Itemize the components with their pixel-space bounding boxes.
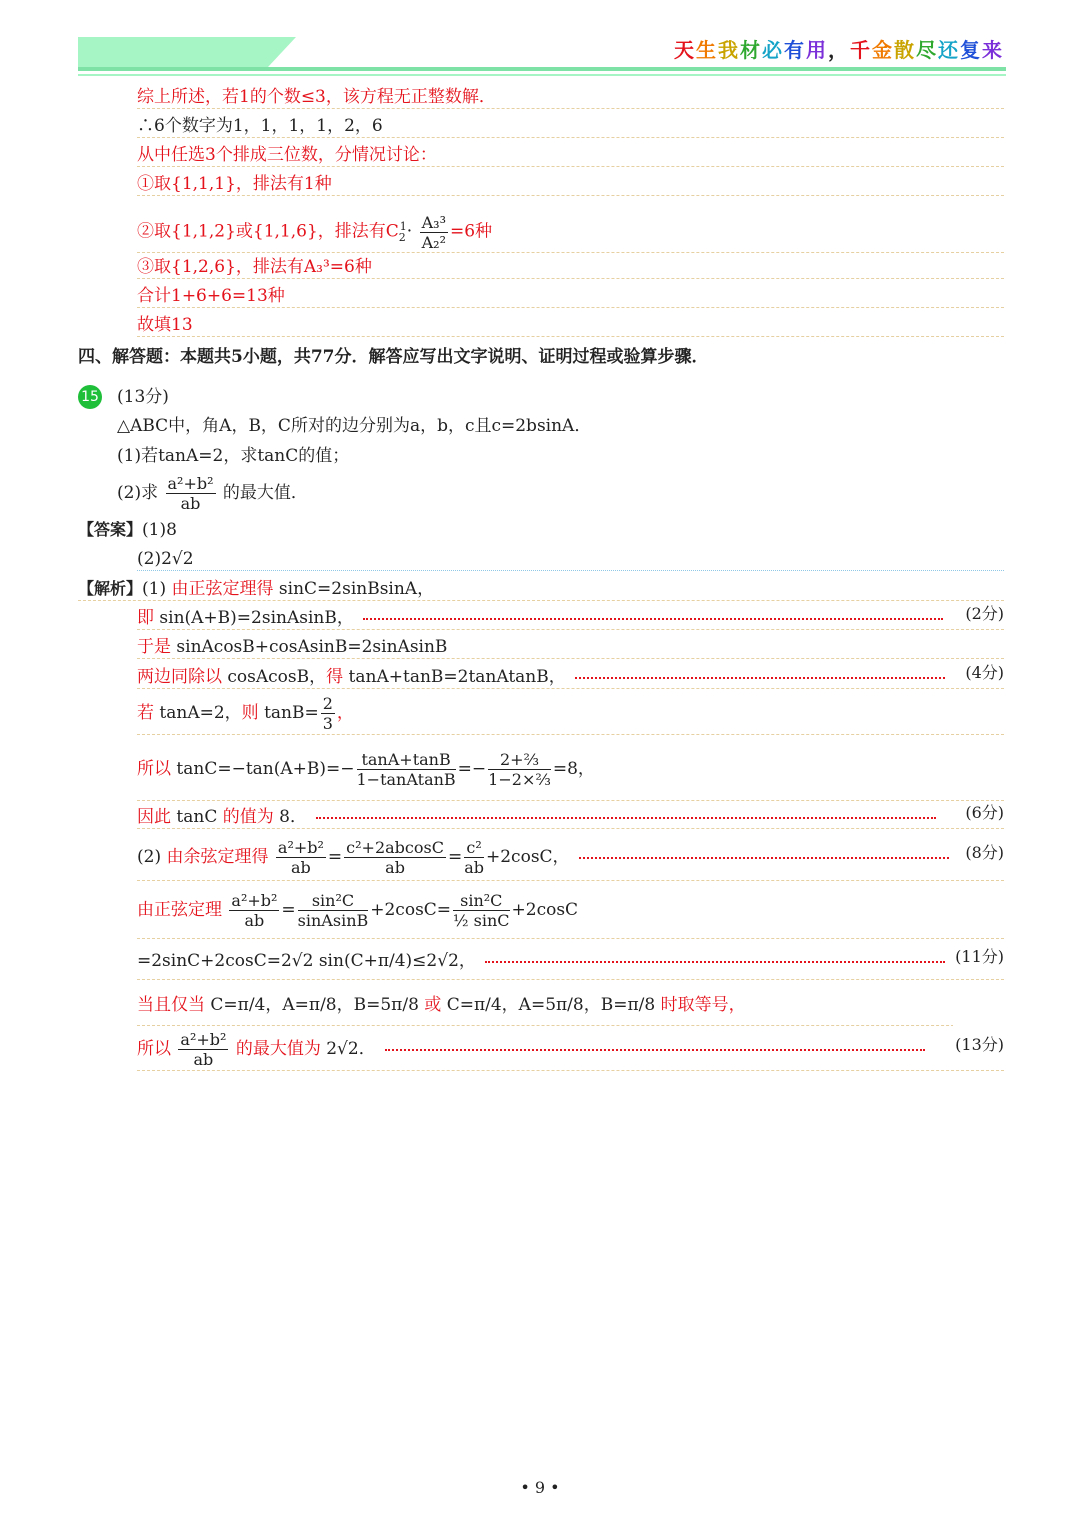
prev-line-8: 故填13 <box>137 314 1004 337</box>
analysis-line-10: =2sinC+2cosC=2√2 sin(C+π/4)≤2√2， (11分) <box>137 943 1004 980</box>
question-score: (13分) <box>117 387 169 407</box>
sine-fraction-3: $\frac{\text{sin²C}}{\text{½ sinC}}$ <box>453 891 510 930</box>
max-fraction: $\frac{\text{a²+b²}}{ab}$ <box>180 1030 227 1069</box>
prev-line-7: 合计1+6+6=13种 <box>137 285 1004 308</box>
sine-fraction-2: $\frac{\text{sin²C}}{\text{sinAsinB}}$ <box>297 891 369 930</box>
analysis-line-7: 因此 tanC 的值为 8． (6分) <box>137 803 1004 827</box>
slogan-char: 金 <box>872 38 894 62</box>
analysis-line-2: 即 sin(A+B)=2sinAsinB， (2分) <box>137 604 1004 628</box>
section-heading: 四、解答题：本题共5小题，共77分．解答应写出文字说明、证明过程或验算步骤． <box>78 347 709 367</box>
analysis-line-3: 于是 sinAcosB+cosAsinB=2sinAsinB <box>137 636 1004 659</box>
prev-fraction: $\frac{\text{A₃³}}{\text{A₂²}}$ <box>421 212 446 252</box>
prev-line-6: ③取{1,2,6}，排法有A₃³=6种 <box>137 256 1004 279</box>
prev-line-5: ②取{1,1,2}或{1,1,6}，排法有$C_2^1\cdot$ $\frac{\text{A₃³}}{\text{A₂²}}$ =6种 <box>137 202 1004 253</box>
header-tab-slant <box>268 37 296 67</box>
header-slogan <box>674 34 1004 63</box>
answer-line-2: (2)2√2 <box>137 548 1004 571</box>
slogan-char: 来 <box>982 38 1004 62</box>
header-rule-thin <box>78 74 1006 76</box>
tan-value-fraction: $\frac{\text{2+⅔}}{\text{1−2×⅔}}$ <box>488 750 551 789</box>
question-part-1: (1)若tanA=2，求tanC的值； <box>117 446 350 466</box>
cos-fraction-1: $\frac{\text{a²+b²}}{ab}$ <box>277 838 324 877</box>
slogan-char: 有 <box>784 38 806 62</box>
page-number: • 9 • <box>520 1478 560 1497</box>
question-fraction: $\frac{\text{a²+b²}}{ab}$ <box>167 474 214 513</box>
question-number-badge: 15 <box>78 385 102 409</box>
slogan-char: 材 <box>740 38 762 62</box>
sine-fraction-1: $\frac{\text{a²+b²}}{ab}$ <box>231 891 278 930</box>
analysis-line-4: 两边同除以 cosAcosB，得 tanA+tanB=2tanAtanB， (4分) <box>137 663 1004 687</box>
slogan-char: 还 <box>938 38 960 62</box>
slogan-char: ， <box>828 38 850 62</box>
analysis-line-5: 若 tanA=2，则 tanB= $\frac{2}{3}$ ， <box>137 692 1004 735</box>
prev-line-4: ①取{1,1,1}，排法有1种 <box>137 173 1004 196</box>
analysis-line-11: 当且仅当 C=π/4，A=π/8，B=5π/8 或 C=π/4，A=5π/8，B=π/8 时取等号， <box>137 985 1004 1026</box>
slogan-char: 天 <box>674 38 696 62</box>
analysis-line-6: 所以 tanC=−tan(A+B)=− $\frac{\tan A+\tan B}{\text{1−tanAtanB}}$ =− $\frac{\text{2+⅔}}{\text{1−2×⅔}}$ =8， <box>137 738 1004 801</box>
analysis-line-1: 【解析】(1) 由正弦定理得 sinC=2sinBsinA， <box>78 578 1004 601</box>
analysis-line-8: (2) 由余弦定理得 $\frac{\text{a²+b²}}{ab}$ = $\frac{\text{c²+2abcosC}}{ab}$ = $\frac{\text{c²}}{ab}$ +2cosC， (8分) <box>137 834 1004 881</box>
cos-fraction-2: $\frac{\text{c²+2abcosC}}{ab}$ <box>346 838 444 877</box>
slogan-char: 复 <box>960 38 982 62</box>
cos-fraction-3: $\frac{\text{c²}}{ab}$ <box>464 838 484 877</box>
prev-line-2: ∴6个数字为1，1，1，1，2，6 <box>137 115 1004 138</box>
prev-line-3: 从中任选3个排成三位数，分情况讨论： <box>137 144 1004 167</box>
header-tab <box>78 37 268 67</box>
header-rule <box>78 67 1006 71</box>
slogan-char: 散 <box>894 38 916 62</box>
tanb-fraction: $\frac{2}{3}$ <box>322 694 333 733</box>
analysis-line-9: 由正弦定理 $\frac{\text{a²+b²}}{ab}$ = $\frac{\text{sin²C}}{\text{sinAsinB}}$ +2cosC= $\frac{\text{sin²C}}{\text{½ sinC}}$ +2cosC <box>137 882 1004 939</box>
slogan-char: 生 <box>696 38 718 62</box>
prev-line-1: 综上所述，若1的个数≤3，该方程无正整数解． <box>137 86 1004 109</box>
analysis-line-12: 所以 $\frac{\text{a²+b²}}{ab}$ 的最大值为 2√2． (13分) <box>137 1028 1004 1071</box>
slogan-char: 我 <box>718 38 740 62</box>
question-stem: △ABC中，角A，B，C所对的边分别为a，b，c且c=2bsinA． <box>117 416 592 436</box>
answer-line-1: 【答案】(1)8 <box>78 520 177 540</box>
tan-sum-fraction: $\frac{\tan A+\tan B}{\text{1−tanAtanB}}$ <box>356 750 456 789</box>
slogan-char: 尽 <box>916 38 938 62</box>
slogan-char: 千 <box>850 38 872 62</box>
slogan-char: 必 <box>762 38 784 62</box>
slogan-char: 用 <box>806 38 828 62</box>
question-part-2: (2)求 $\frac{\text{a²+b²}}{ab}$ 的最大值． <box>117 474 308 513</box>
